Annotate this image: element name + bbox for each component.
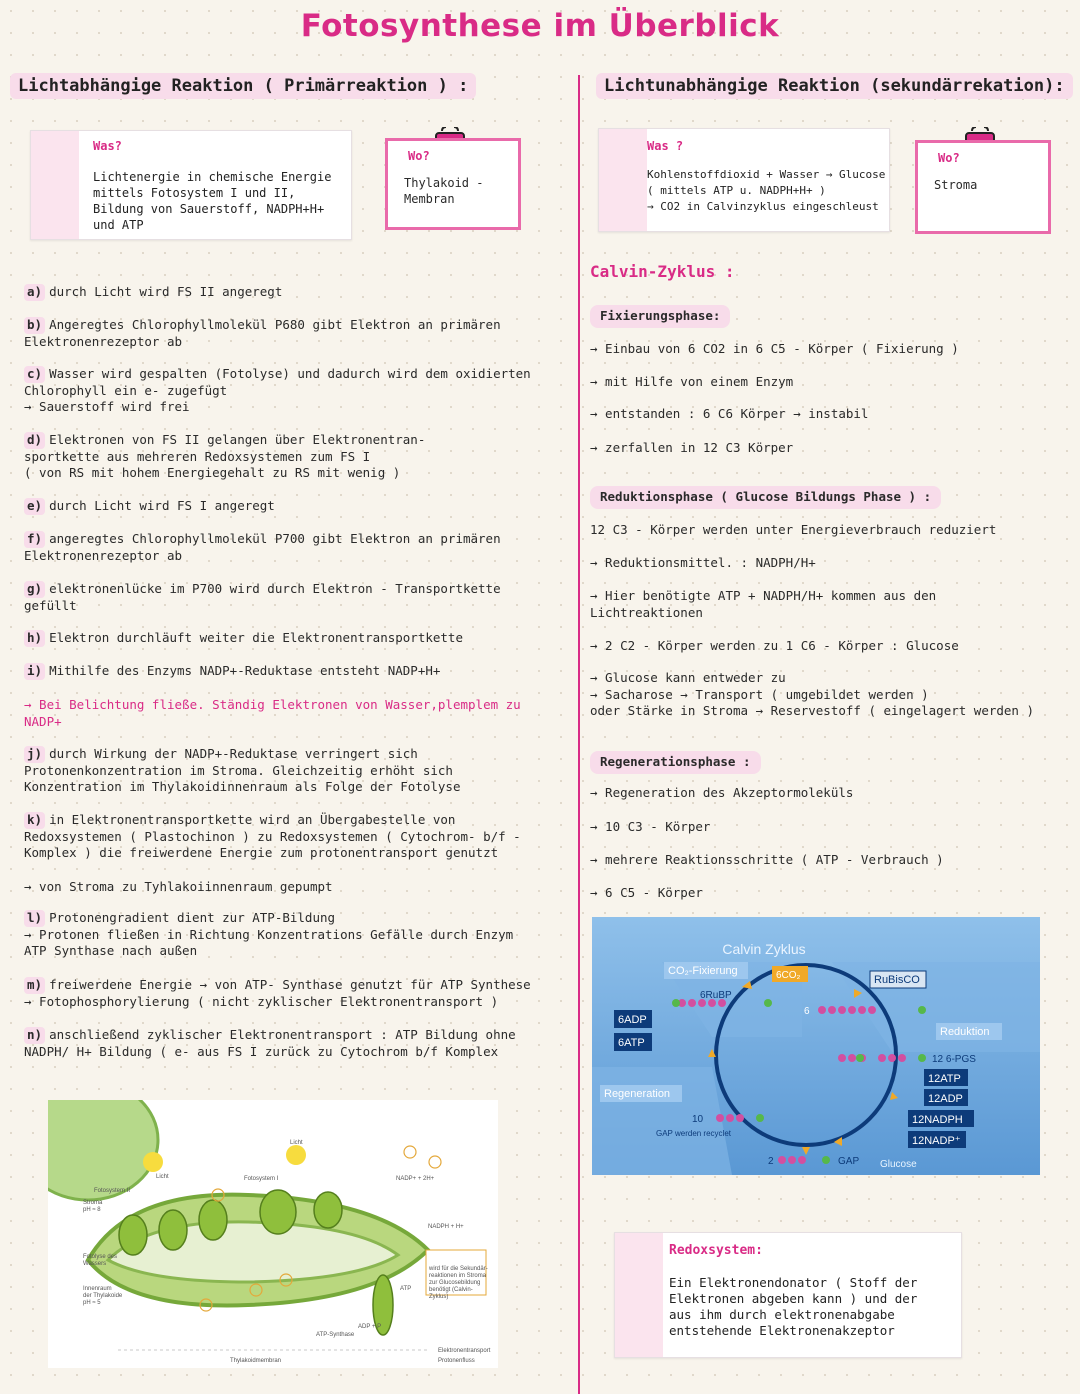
svg-text:12NADPH: 12NADPH (912, 1114, 963, 1126)
step-k: k) in Elektronentransportkette wird an Übergabestelle von Redoxsystemen ( Plastochinon ) zu Redoxsystemen ( Cytochrom- b/f - Komplex ) die freiwerdene Energie zum protonentransport genutzt (24, 812, 521, 860)
step-f: f) angeregtes Chlorophyllmolekül P700 gibt Elektron an primären Elektronenrezeptor ab (24, 531, 501, 563)
svg-text:NADPH + H+: NADPH + H+ (428, 1224, 464, 1230)
fix-heading: Fixierungsphase: (590, 305, 1060, 328)
step-e: e) durch Licht wird FS I angeregt (24, 498, 572, 515)
step-note: → Bei Belichtung fließe. Ständig Elektronen von Wasser,plemplem zu NADP+ (24, 697, 521, 729)
fix-line: → entstanden : 6 C6 Körper → instabil (590, 406, 869, 421)
svg-text:ATP-Synthase: ATP-Synthase (316, 1332, 355, 1338)
svg-text:Protonenfluss: Protonenfluss (438, 1358, 475, 1364)
svg-text:6ATP: 6ATP (618, 1037, 645, 1049)
svg-text:Innenraumder ThylakoidepH ≈ 5: Innenraum der Thylakoide pH ≈ 5 (83, 1286, 123, 1306)
svg-text:Thylakoidmembran: Thylakoidmembran (230, 1358, 282, 1364)
red-heading: Reduktionsphase ( Glucose Bildungs Phase ) : (590, 486, 1060, 509)
step-m: m) freiwerdene Energie → von ATP- Synthase genutzt für ATP Synthese → Fotophosphorylierung ( nicht zyklischer Elektronentransport ) (24, 977, 531, 1009)
svg-text:Elektronentransport: Elektronentransport (438, 1348, 491, 1354)
svg-text:Calvin Zyklus: Calvin Zyklus (722, 941, 806, 957)
svg-text:12NADP⁺: 12NADP⁺ (912, 1135, 961, 1147)
where-label: Wo? (408, 149, 430, 163)
what-text-right: Kohlenstoffdioxid + Wasser → Glucose ( mittels ATP u. NADPH+H+ ) → CO2 in Calvinzyklus eingeschleust (647, 168, 886, 213)
thylakoid-diagram (48, 1100, 498, 1368)
calvin-heading: Calvin-Zyklus : (590, 262, 735, 281)
red-line: → Glucose kann entweder zu → Sacharose → Transport ( umgebildet werden ) oder Stärke in Stroma → Reservestoff ( eingelagert werden ) (590, 670, 1035, 718)
where-text-right: Stroma (934, 178, 978, 192)
reg-line: → mehrere Reaktionsschritte ( ATP - Verbrauch ) (590, 852, 944, 867)
step-d: d) Elektronen von FS II gelangen über Elektronentran- sportkette aus mehreren Redoxsystemen zum FS I ( von RS mit hohem Energiegehalt zu RS mit wenig ) (24, 432, 426, 480)
svg-text:RuBisCO: RuBisCO (874, 974, 920, 986)
what-card-left (30, 130, 352, 240)
svg-text:GAP: GAP (838, 1156, 860, 1167)
svg-text:Glucose: Glucose (880, 1159, 917, 1170)
reg-heading: Regenerationsphase : (590, 751, 1060, 774)
fix-line: → zerfallen in 12 C3 Körper (590, 440, 794, 455)
reg-line: → Regeneration des Akzeptormoleküls (590, 785, 854, 800)
red-line: → Hier benötigte ATP + NADPH/H+ kommen aus den Lichtreaktionen (590, 588, 937, 620)
redox-card (614, 1232, 962, 1358)
svg-text:CO₂-Fixierung: CO₂-Fixierung (668, 965, 738, 977)
svg-text:6ADP: 6ADP (618, 1014, 647, 1026)
where-text: Thylakoid - Membran (404, 176, 484, 206)
step-j: j) durch Wirkung der NADP+-Reduktase verringert sich Protonenkonzentration im Stroma. Gleichzeitig erhöht sich Konzentration im Thylakoidinnenraum als Folge der Fotolyse (24, 746, 461, 794)
svg-text:GAP werden recyclet: GAP werden recyclet (656, 1129, 731, 1138)
svg-text:6: 6 (804, 1006, 810, 1017)
redox-label: Redoxsystem: (669, 1243, 763, 1258)
step-c: c) Wasser wird gespalten (Fotolyse) und dadurch wird dem oxidierten Chlorophyll ein e- zugefügt → Sauerstoff wird frei (24, 366, 531, 414)
svg-text:Licht: Licht (156, 1174, 169, 1180)
svg-text:Fotolyse desWassers: Fotolyse des Wassers (83, 1254, 118, 1267)
reg-line: → 6 C5 - Körper (590, 885, 703, 900)
red-line: 12 C3 - Körper werden unter Energieverbrauch reduziert (590, 522, 997, 537)
step-l: l) Protonengradient dient zur ATP-Bildung → Protonen fließen in Richtung Konzentrations Gefälle durch Enzym ATP Synthase nach außen (24, 910, 514, 958)
svg-text:Licht: Licht (290, 1140, 303, 1146)
svg-text:Reduktion: Reduktion (940, 1026, 990, 1038)
fix-line: → mit Hilfe von einem Enzym (590, 374, 794, 389)
what-label: Was? (93, 139, 122, 153)
step-n: n) anschließend zyklischer Elektronentransport : ATP Bildung ohne NADPH/ H+ Bildung ( e- aus FS I zurück zu Cytochrom b/f Komplex (24, 1027, 516, 1059)
step-a: a) durch Licht wird FS II angeregt (24, 284, 572, 301)
red-line: → Reduktionsmittel. : NADPH/H+ (590, 555, 816, 570)
step-b: b) Angeregtes Chlorophyllmolekül P680 gibt Elektron an primären Elektronenrezeptor ab (24, 317, 501, 349)
svg-text:StromapH ≈ 8: Stroma pH ≈ 8 (83, 1200, 103, 1213)
svg-text:6RuBP: 6RuBP (700, 990, 732, 1001)
what-card-right (598, 128, 890, 232)
svg-text:ADP + P: ADP + P (358, 1324, 382, 1330)
where-box-left (385, 138, 521, 230)
redox-text: Ein Elektronendonator ( Stoff der Elektronen abgeben kann ) und der aus ihm durch elektronenabgabe entstehende Elektronenakzeptor (669, 1275, 918, 1338)
left-heading: Lichtabhängige Reaktion ( Primärreaktion ) : (10, 76, 476, 96)
page-title: Fotosynthese im Überblick (300, 8, 780, 44)
step-k-note: → von Stroma zu Tyhlakoiinnenraum gepumpt (24, 879, 333, 894)
svg-text:12ADP: 12ADP (928, 1093, 963, 1105)
step-g: g) elektronenlücke im P700 wird durch Elektron - Transportkette gefüllt (24, 581, 501, 613)
red-line: → 2 C2 - Körper werden zu 1 C6 - Körper : Glucose (590, 638, 959, 653)
svg-text:12 6-PGS: 12 6-PGS (932, 1054, 976, 1065)
svg-text:wird für die Sekundär-reaktion: wird für die Sekundär-reaktionen im Stroma zur Glucosebildung benötigt (Calvin-Zyklus) (429, 1266, 488, 1300)
svg-text:12ATP: 12ATP (928, 1073, 961, 1085)
svg-text:ATP: ATP (400, 1286, 412, 1292)
svg-text:6CO₂: 6CO₂ (776, 970, 801, 981)
svg-text:Fotosystem I: Fotosystem I (244, 1176, 279, 1182)
svg-text:2: 2 (768, 1156, 774, 1167)
svg-text:Regeneration: Regeneration (604, 1088, 671, 1100)
right-heading: Lichtunabhängige Reaktion (sekundärrekation): (596, 76, 1073, 96)
reg-line: → 10 C3 - Körper (590, 819, 711, 834)
step-i: i) Mithilfe des Enzyms NADP+-Reduktase entsteht NADP+H+ (24, 663, 572, 680)
column-divider (578, 75, 580, 1394)
what-text: Lichtenergie in chemische Energie mittels Fotosystem I und II, Bildung von Sauerstoff, NADPH+H+ und ATP (93, 170, 332, 232)
where-box-right (915, 140, 1051, 234)
fix-line: → Einbau von 6 CO2 in 6 C5 - Körper ( Fixierung ) (590, 341, 959, 356)
what-label-right: Was ? (647, 139, 684, 153)
step-h: h) Elektron durchläuft weiter die Elektronentransportkette (24, 630, 572, 647)
calvin-cycle-diagram (592, 917, 1040, 1175)
where-label-right: Wo? (938, 151, 960, 165)
svg-text:10: 10 (692, 1114, 704, 1125)
svg-text:Fotosystem II: Fotosystem II (94, 1188, 131, 1194)
svg-text:NADP+ + 2H+: NADP+ + 2H+ (396, 1176, 435, 1182)
